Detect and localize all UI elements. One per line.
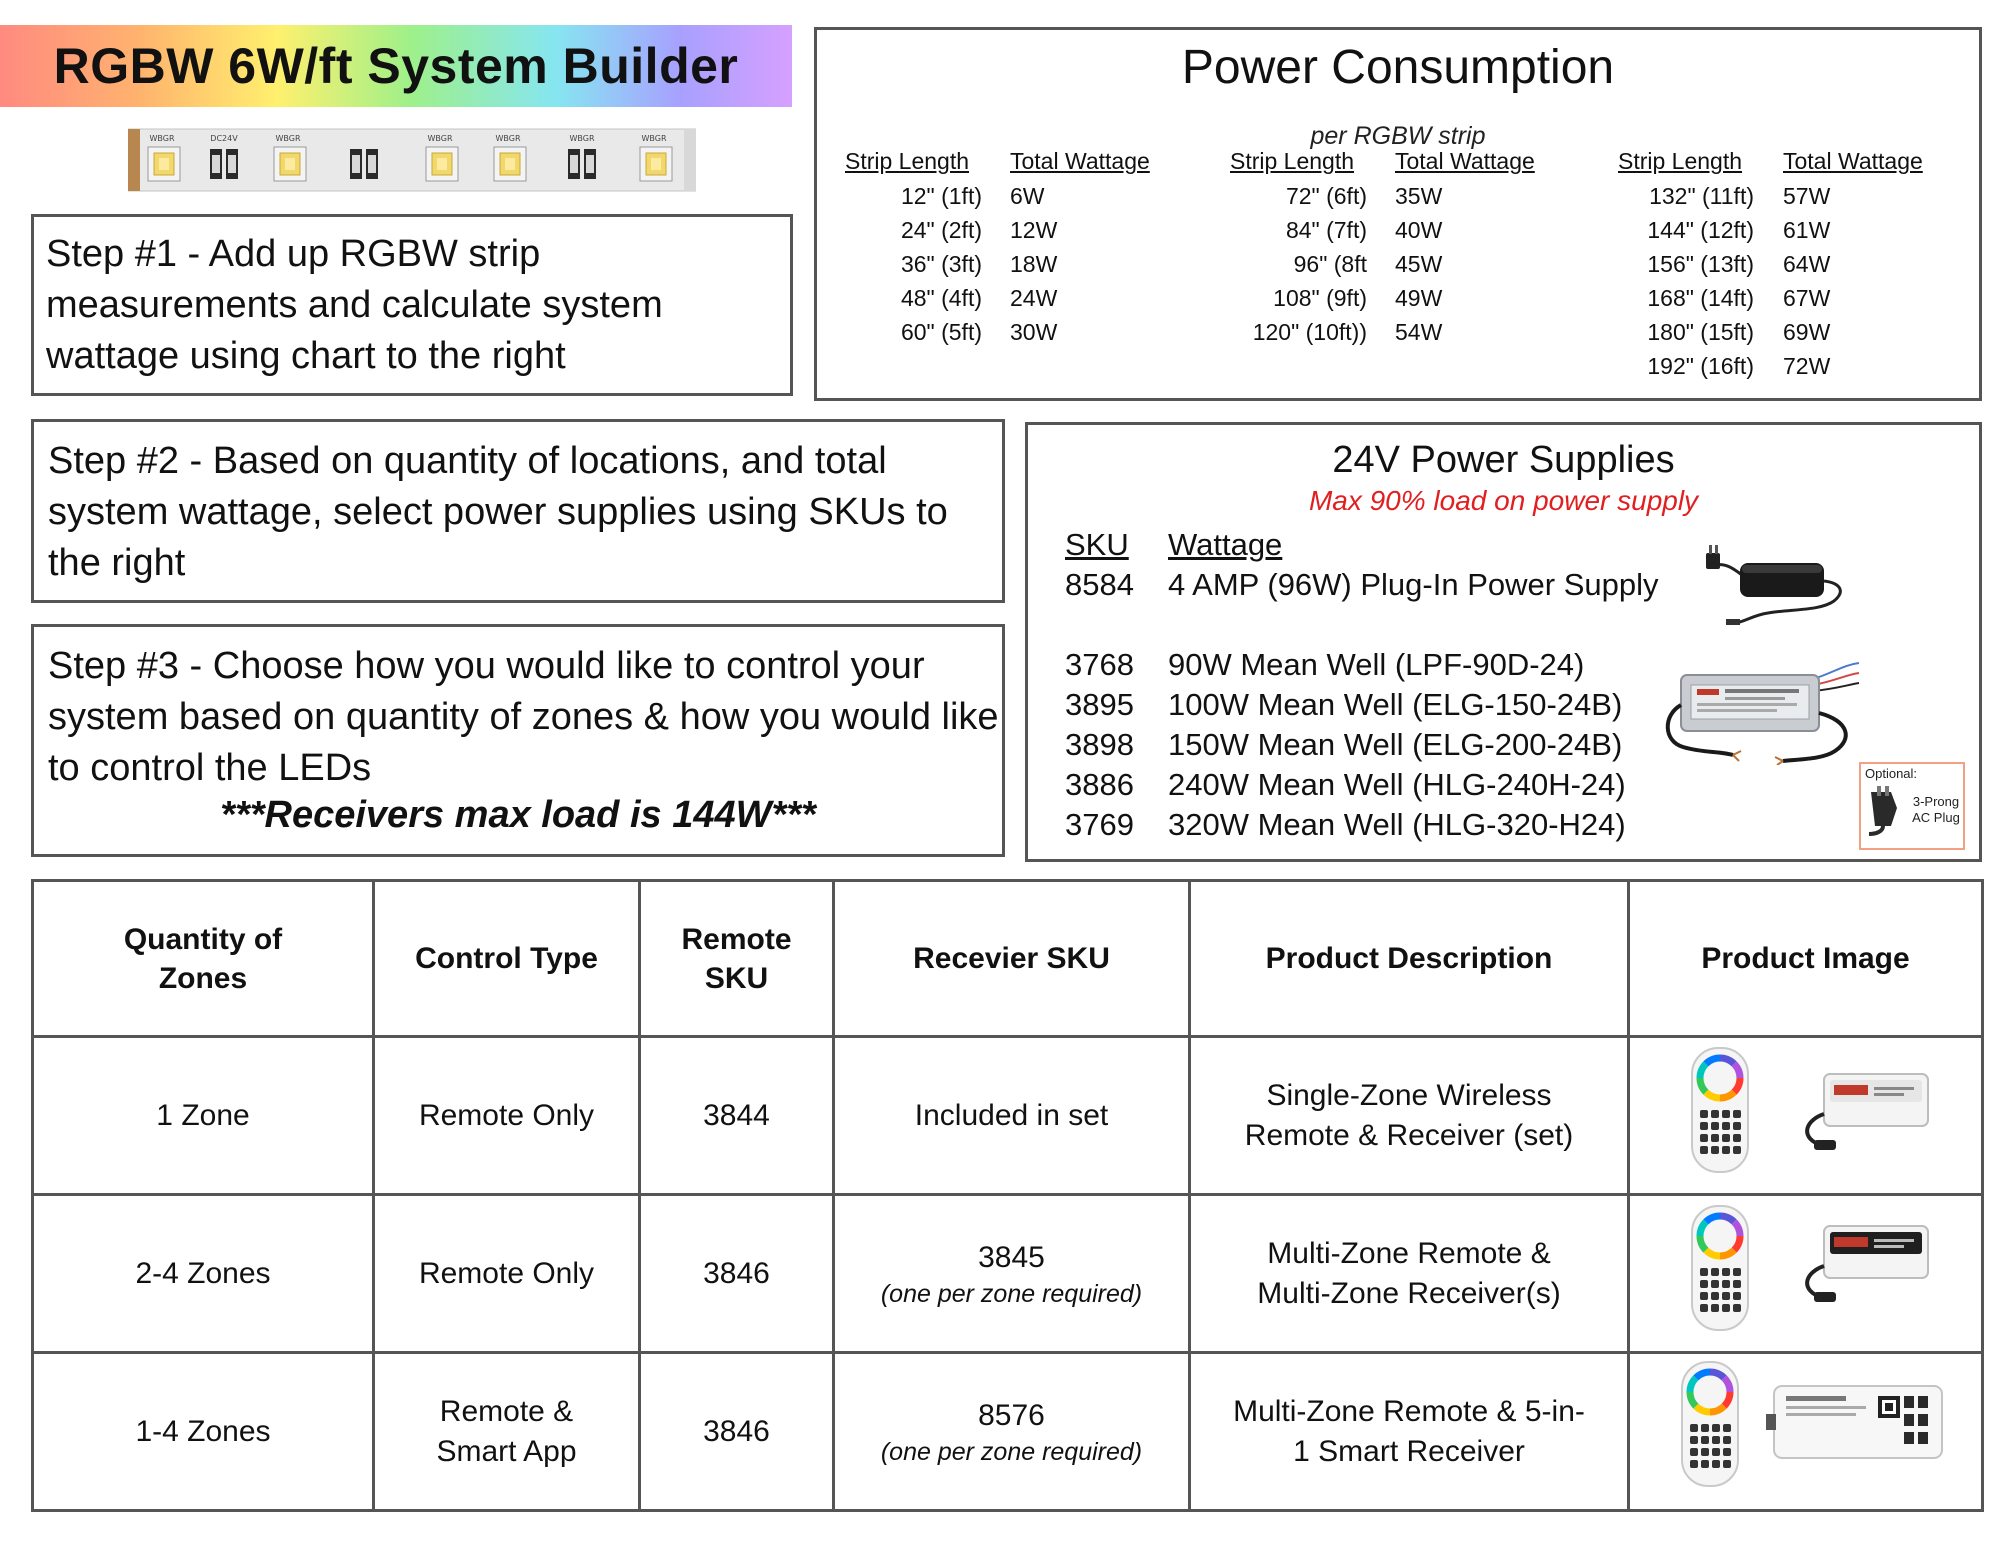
strip-length-cell: 180" (15ft) <box>1647 319 1754 345</box>
plug-in-power-supply-image <box>1706 535 1854 625</box>
receiver-note: (one per zone required) <box>880 1279 1143 1308</box>
strip-length-cell: 156" (13ft) <box>1647 251 1754 277</box>
strip-length-cell: 24" (2ft) <box>900 217 982 243</box>
table-row <box>33 1037 1983 1195</box>
power-consumption-subtitle: per RGBW strip <box>1310 122 1486 150</box>
power-consumption-panel <box>814 27 1982 401</box>
strip-label: DC24V <box>210 134 238 143</box>
wattage-cell: 40W <box>1395 217 1443 243</box>
zones-cell: 1 Zone <box>33 1037 374 1195</box>
control-type-cell: Remote & Smart App <box>374 1353 640 1511</box>
product-image-cell <box>1629 1353 1983 1511</box>
wattage-cell: 67W <box>1783 285 1831 311</box>
wattage-cell: 30W <box>1010 319 1058 345</box>
power-supply-description: 240W Mean Well (HLG-240H-24) <box>1168 767 1626 802</box>
step3-text: Step #3 - Choose how you would like to control your system based on quantity of zones & how you would like to control the LEDs <box>48 645 999 789</box>
strip-length-cell: 144" (12ft) <box>1647 217 1754 243</box>
receiver-note: (one per zone required) <box>880 1437 1143 1466</box>
wattage-cell: 54W <box>1395 319 1443 345</box>
receiver-sku-cell: Included in set <box>834 1037 1190 1195</box>
total-wattage-header: Total Wattage <box>1395 148 1535 174</box>
power-supplies-title: 24V Power Supplies <box>1332 439 1675 481</box>
wattage-cell: 35W <box>1395 183 1443 209</box>
power-supplies-load-note: Max 90% load on power supply <box>1308 485 1699 516</box>
mean-well-power-supply-image <box>1663 655 1863 765</box>
remote-receiver-set-image <box>1656 1040 1956 1180</box>
title-banner <box>0 25 792 107</box>
power-supply-description: 90W Mean Well (LPF-90D-24) <box>1168 647 1585 682</box>
wattage-cell: 18W <box>1010 251 1058 277</box>
remote-sku-cell: 3844 <box>640 1037 834 1195</box>
description-cell: Single-Zone Wireless Remote & Receiver (set) <box>1190 1037 1629 1195</box>
strip-length-cell: 12" (1ft) <box>900 183 982 209</box>
optional-label: Optional: <box>1865 766 1918 781</box>
step1-text: Step #1 - Add up RGBW strip measurements and calculate system wattage using chart to the right <box>46 233 663 377</box>
strip-length-header: Strip Length <box>1618 148 1743 174</box>
wattage-cell: 24W <box>1010 285 1058 311</box>
power-supply-sku: 3769 <box>1065 807 1134 842</box>
receiver-max-load-warning: ***Receivers max load is 144W*** <box>220 794 816 836</box>
strip-length-cell: 132" (11ft) <box>1649 183 1754 209</box>
power-consumption-title: Power Consumption <box>1181 41 1615 94</box>
table-row <box>33 1195 1983 1353</box>
wattage-header: Wattage <box>1168 527 1283 562</box>
sku-header: SKU <box>1065 527 1129 562</box>
power-supply-description: 320W Mean Well (HLG-320-H24) <box>1168 807 1626 842</box>
multi-zone-remote-receiver-image <box>1656 1198 1956 1338</box>
header-quantity-of-zones: Quantity of Zones <box>33 881 374 1037</box>
wattage-cell: 61W <box>1783 217 1831 243</box>
optional-plug-callout <box>1859 762 1965 850</box>
power-supply-sku: 3768 <box>1065 647 1134 682</box>
smart-receiver-image <box>1656 1356 1956 1496</box>
control-type-cell: Remote Only <box>374 1037 640 1195</box>
remote-sku-cell: 3846 <box>640 1353 834 1511</box>
strip-length-cell: 108" (9ft) <box>1273 285 1367 311</box>
wattage-cell: 6W <box>1010 183 1045 209</box>
control-options-table <box>31 879 1984 1512</box>
table-row <box>33 1353 1983 1511</box>
led-strip-image <box>128 125 696 195</box>
strip-length-cell: 48" (4ft) <box>900 285 982 311</box>
page-title: RGBW 6W/ft System Builder <box>53 38 739 94</box>
optional-plug-label: 3-Prong AC Plug <box>1912 794 1960 825</box>
zones-cell: 2-4 Zones <box>33 1195 374 1353</box>
ac-plug-icon <box>1865 786 1907 836</box>
power-supply-description: 100W Mean Well (ELG-150-24B) <box>1168 687 1623 722</box>
strip-length-cell: 60" (5ft) <box>900 319 982 345</box>
control-type-cell: Remote Only <box>374 1195 640 1353</box>
description-cell: Multi-Zone Remote & 5-in-1 Smart Receiver <box>1190 1353 1629 1511</box>
header-control-type: Control Type <box>374 881 640 1037</box>
wattage-cell: 49W <box>1395 285 1443 311</box>
strip-length-cell: 168" (14ft) <box>1647 285 1754 311</box>
step2-text: Step #2 - Based on quantity of locations, and total system wattage, select power supplies using SKUs to the right <box>48 440 948 584</box>
wattage-cell: 69W <box>1783 319 1831 345</box>
step2-box <box>31 419 1005 603</box>
wattage-cell: 57W <box>1783 183 1831 209</box>
strip-label: WBGR <box>427 134 453 143</box>
total-wattage-header: Total Wattage <box>1783 148 1923 174</box>
strip-label: WBGR <box>495 134 521 143</box>
strip-length-cell: 120" (10ft)) <box>1252 319 1367 345</box>
receiver-sku-cell: 8576 (one per zone required) <box>834 1353 1190 1511</box>
header-product-image: Product Image <box>1629 881 1983 1037</box>
strip-length-header: Strip Length <box>1230 148 1355 174</box>
strip-length-cell: 84" (7ft) <box>1285 217 1367 243</box>
header-product-description: Product Description <box>1190 881 1629 1037</box>
wattage-cell: 45W <box>1395 251 1443 277</box>
strip-label: WBGR <box>275 134 301 143</box>
zones-cell: 1-4 Zones <box>33 1353 374 1511</box>
wattage-cell: 64W <box>1783 251 1831 277</box>
power-supplies-panel <box>1025 422 1982 862</box>
receiver-sku-cell: 3845 (one per zone required) <box>834 1195 1190 1353</box>
product-image-cell <box>1629 1195 1983 1353</box>
strip-label: WBGR <box>149 134 175 143</box>
strip-label: WBGR <box>569 134 595 143</box>
strip-length-cell: 36" (3ft) <box>900 251 982 277</box>
power-supply-description: 4 AMP (96W) Plug-In Power Supply <box>1168 567 1659 602</box>
strip-length-cell: 96" (8ft <box>1293 251 1367 277</box>
power-supply-description: 150W Mean Well (ELG-200-24B) <box>1168 727 1623 762</box>
strip-length-header: Strip Length <box>845 148 970 174</box>
power-supply-sku: 3898 <box>1065 727 1134 762</box>
strip-label: WBGR <box>641 134 667 143</box>
description-cell: Multi-Zone Remote & Multi-Zone Receiver(s) <box>1190 1195 1629 1353</box>
total-wattage-header: Total Wattage <box>1010 148 1150 174</box>
header-remote-sku: Remote SKU <box>640 881 834 1037</box>
power-supply-sku: 8584 <box>1065 567 1134 602</box>
wattage-cell: 12W <box>1010 217 1058 243</box>
power-supply-sku: 3895 <box>1065 687 1134 722</box>
step1-box <box>31 214 793 396</box>
power-supply-sku: 3886 <box>1065 767 1134 802</box>
step3-box <box>31 624 1005 857</box>
wattage-cell: 72W <box>1783 353 1831 379</box>
product-image-cell <box>1629 1037 1983 1195</box>
strip-length-cell: 192" (16ft) <box>1647 353 1754 379</box>
header-receiver-sku: Recevier SKU <box>834 881 1190 1037</box>
strip-length-cell: 72" (6ft) <box>1285 183 1367 209</box>
remote-sku-cell: 3846 <box>640 1195 834 1353</box>
